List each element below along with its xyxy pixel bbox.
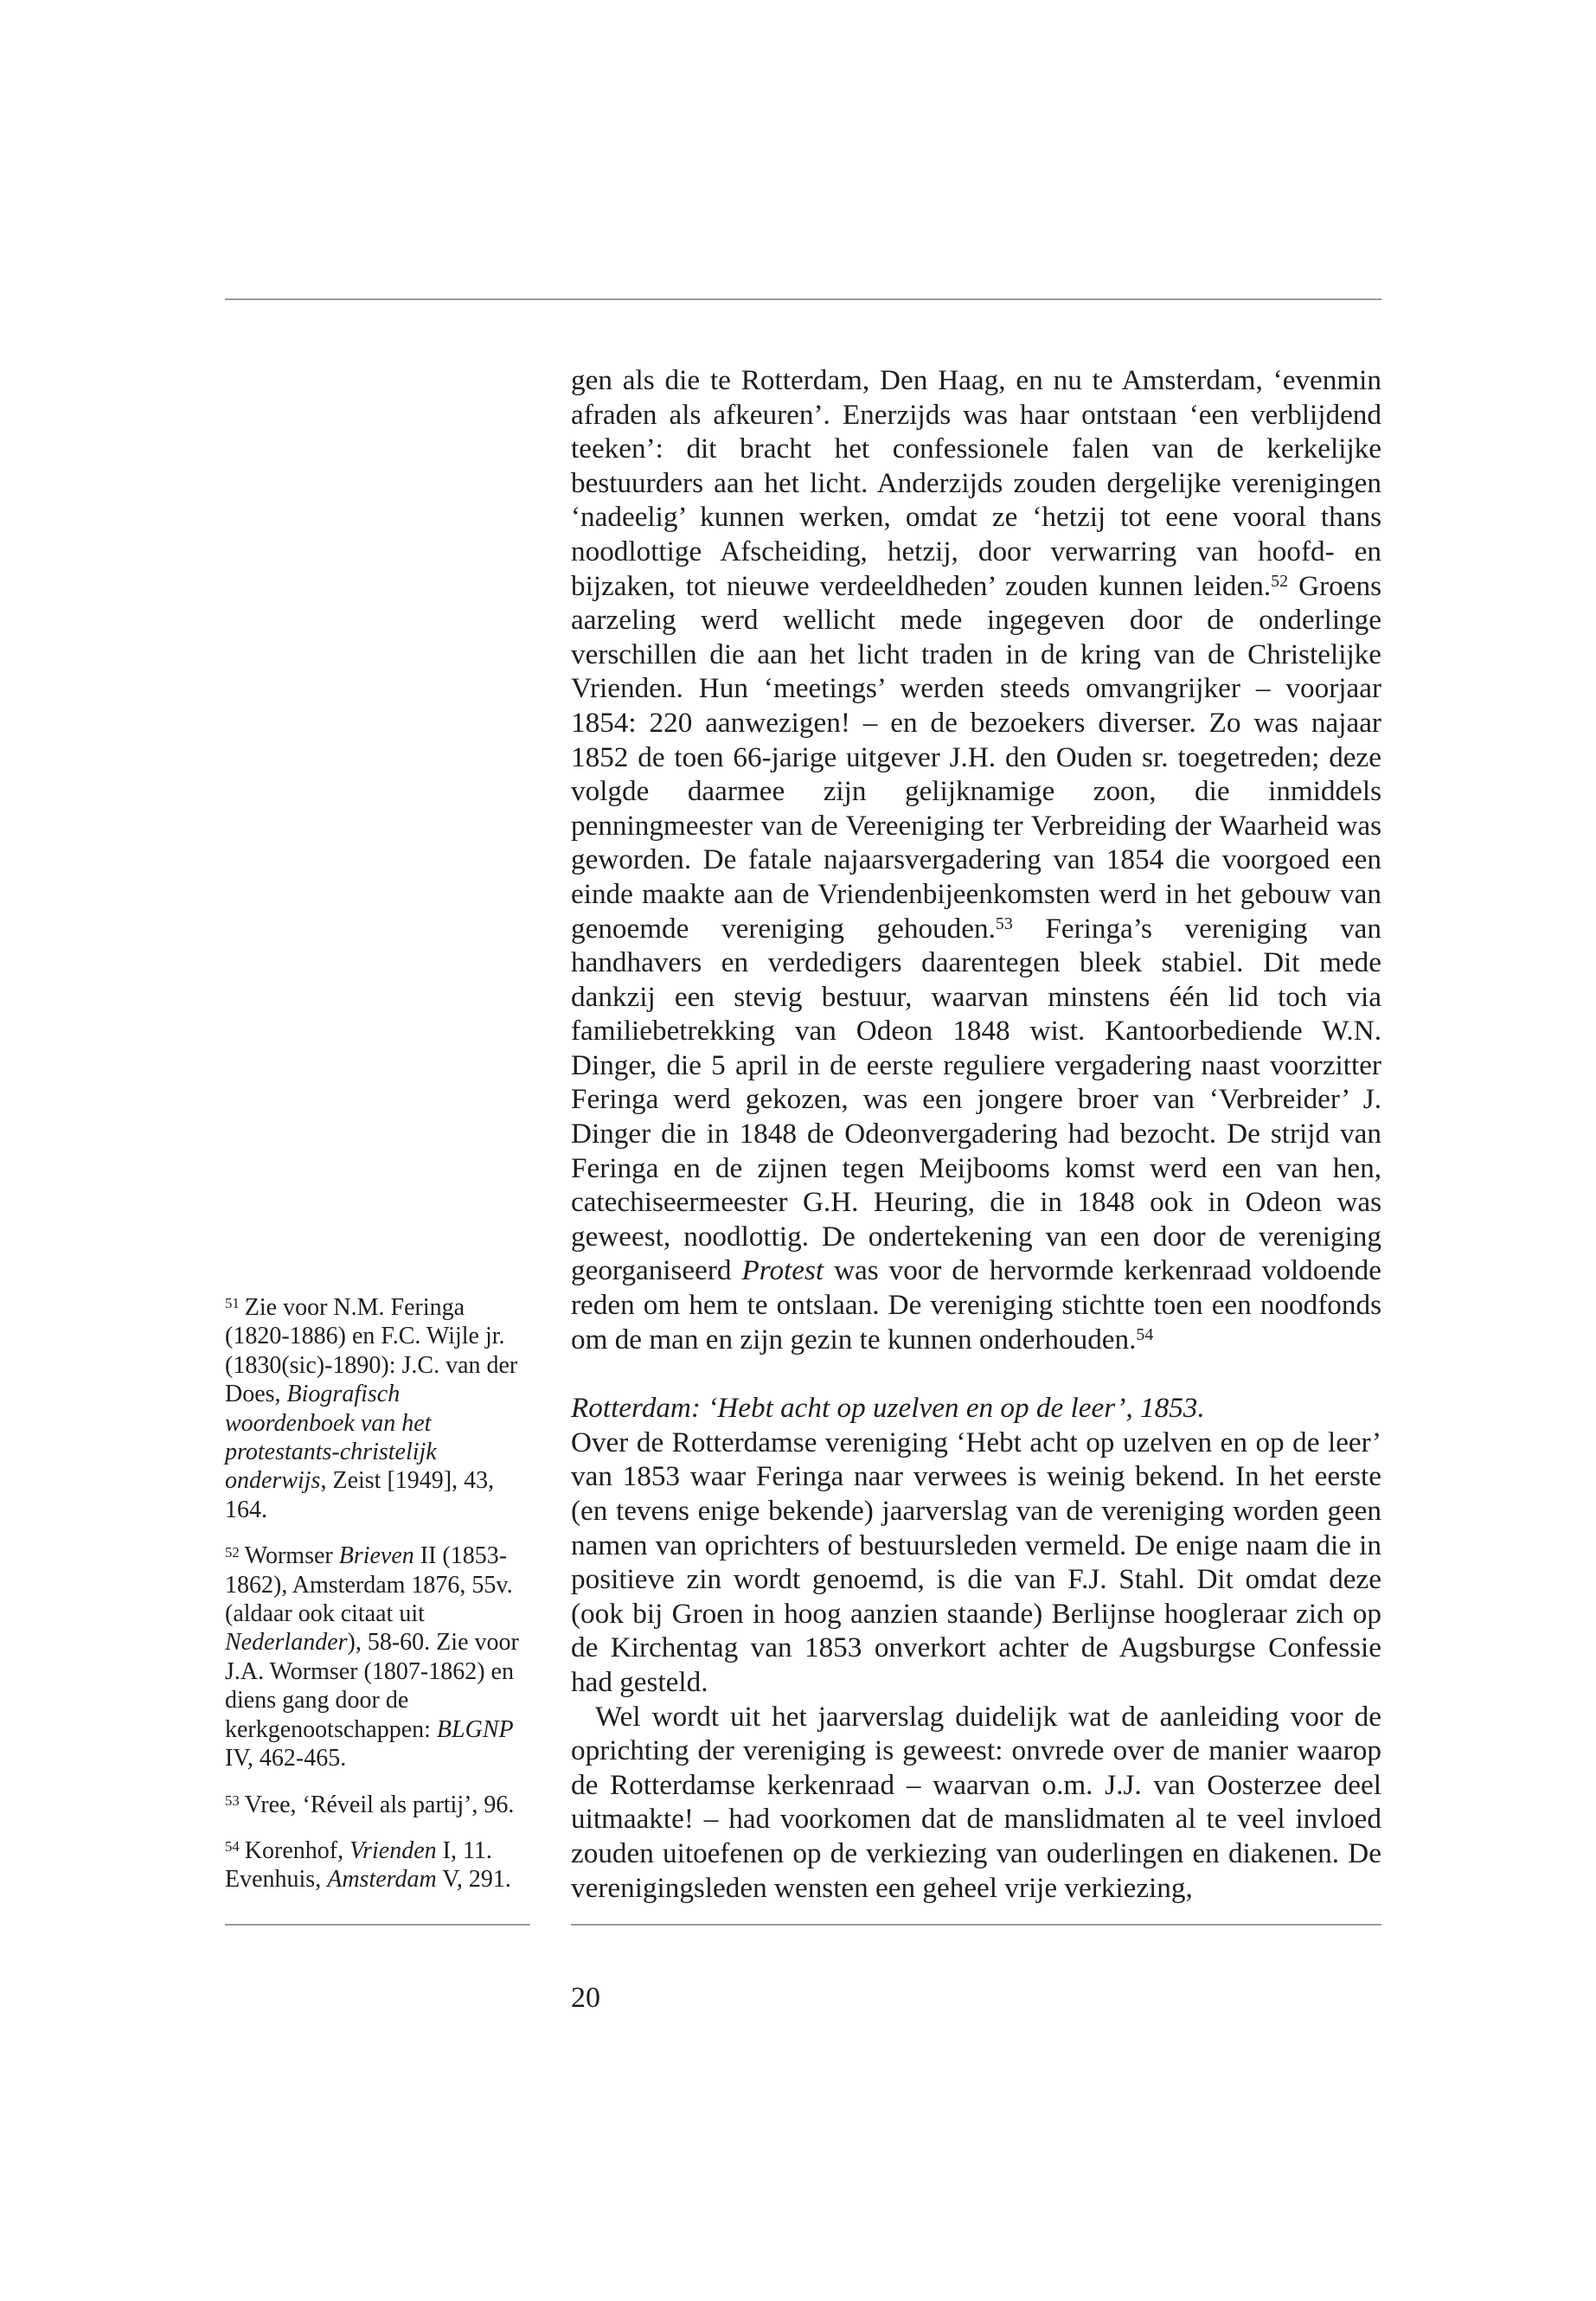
footnote-54: $^{54}$ Korenhof, Vrienden I, 11. Evenhuis, Amsterdam V, 291. (225, 1836, 511, 1894)
body-paragraph-3: Wel wordt uit het jaarverslag duidelijk wat de aanleiding voor de oprichting der vereniging is geweest: onvrede over de manier waarop de Rotterdamse kerkenraad – waarvan o.m. J.J. van Oosterzee deel uitmaakte! – had voorkomen dat de manslidmaten al te veel invloed zouden uitoefenen op de verkiezing van ouderlingen en diakenen. De verenigingsleden wensten een geheel vrije verkiezing, (571, 1700, 1381, 1904)
footnote-ref-54[interactable]: 54 (1136, 1324, 1154, 1344)
body-bottom-rule (571, 1924, 1381, 1926)
footnote-53: $^{53}$ Vree, ‘Réveil als partij’, 96. (225, 1791, 515, 1818)
footnote-number: 54 (225, 1838, 240, 1856)
footnotes-column (225, 1293, 519, 1912)
footnote-51: $^{51}$ Zie voor N.M. Feringa (1820-1886) en F.C. Wijle jr. (1830(sic)-1890): J.C. van der Does, Biografisch woordenboek van het protestants-christelijk onderwijs, Zeist [1949], 43, 164. (225, 1294, 518, 1523)
footnote-number: 52 (225, 1543, 240, 1561)
footnote-number: 53 (225, 1791, 240, 1809)
footnote-52: $^{52}$ Wormser Brieven II (1853-1862), Amsterdam 1876, 55v. (aldaar ook citaat uit Nederlander), 58-60. Zie voor J.A. Wormser (1807-1862) en diens gang door de kerkgenootschappen: BLGNP IV, 462-465. (225, 1542, 519, 1772)
body-paragraph-1: gen als die te Rotterdam, Den Haag, en nu te Amsterdam, ‘evenmin afraden als afkeuren’. Enerzijds was haar ontstaan ‘een verblijdend teeken’: dit bracht het confessionele falen van de kerkelijke bestuurders aan het licht. Anderzijds zouden dergelijke verenigingen ‘nadeelig’ kunnen werken, omdat ze ‘hetzij tot eene vooral thans noodlottige Afscheiding, hetzij, door verwarring van hoofd- en bijzaken, tot nieuwe verdeeldheden’ zouden kunnen leiden.$^{52}$ Groens aarzeling werd wellicht mede ingegeven door de onderlinge verschillen die aan het licht traden in de kring van de Christelijke Vrienden. Hun ‘meetings’ werden steeds omvangrijker – voorjaar 1854: 220 aanwezigen! – en de bezoekers diverser. Zo was najaar 1852 de toen 66-jarige uitgever J.H. den Ouden sr. toegetreden; deze volgde daarmee zijn gelijknamige zoon, die inmiddels penningmeester van de Vereeniging ter Verbreiding der Waarheid was geworden. De fatale najaarsvergadering van 1854 die voorgoed een einde maakte aan de Vriendenbijeenkomsten werd in het gebouw van genoemde vereniging gehouden.$^{53}$ Feringa’s vereniging van handhavers en verdedigers daarentegen bleek stabiel. Dit mede dankzij een stevig bestuur, waarvan minstens één lid toch via familiebetrekking van Odeon 1848 wist. Kantoorbediende W.N. Dinger, die 5 april in de eerste reguliere vergadering naast voorzitter Feringa werd gekozen, was een jongere broer van ‘Verbreider’ J. Dinger die in 1848 de Odeonvergadering had bezocht. De strijd van Feringa en de zijnen tegen Meijbooms komst werd een van hen, catechiseermeester G.H. Heuring, die in 1848 ook in Odeon was geweest, noodlottig. De ondertekening van een door de vereniging georganiseerd Protest was voor de hervormde kerkenraad voldoende reden om hem te ontslaan. De vereniging stichtte toen een noodfonds om de man en zijn gezin te kunnen onderhouden.$^{54}$ (571, 364, 1381, 1356)
footnote-ref-52[interactable]: 52 (1271, 571, 1289, 591)
section-heading: Rotterdam: ‘Hebt acht op uzelven en op de leer’, 1853. (571, 1392, 1205, 1425)
main-text-column (571, 363, 1381, 1905)
body-paragraph-2: Over de Rotterdamse vereniging ‘Hebt acht op uzelven en op de leer’ van 1853 waar Feringa naar verwees is weinig bekend. In het eerste (en tevens enige bekende) jaarverslag van de vereniging worden geen namen van oprichters of bestuursleden vermeld. De enige naam die in positieve zin wordt genoemd, is die van F.J. Stahl. Dit omdat deze (ook bij Groen in hoog aanzien staande) Berlijnse hoogleraar zich op de Kirchentag van 1853 onverkort achter de Augsburgse Confessie had gesteld. (571, 1426, 1381, 1698)
footnote-number: 51 (225, 1295, 240, 1312)
page-number: 20 (571, 1982, 600, 2014)
italic-protest: Protest (741, 1254, 824, 1287)
top-rule (225, 298, 1381, 300)
footnotes-bottom-rule (225, 1924, 530, 1926)
footnote-ref-53[interactable]: 53 (995, 913, 1013, 933)
